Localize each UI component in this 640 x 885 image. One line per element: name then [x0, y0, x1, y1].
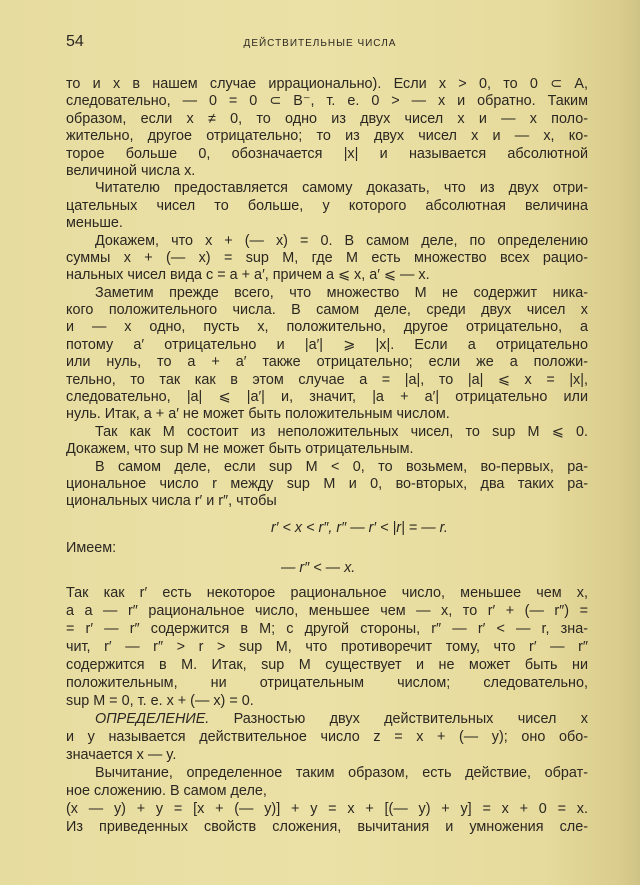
text-line: суммы x + (— x) = sup M, где M есть множество всех рацио-	[66, 249, 588, 266]
text-line: то и x в нашем случае иррационально). Если x > 0, то 0 ⊂ A,	[66, 76, 588, 92]
text-line: образом, если x ≠ 0, то одно из двух чисел x и — x поло-	[66, 110, 588, 127]
text-line: или нуль, то a + a′ также отрицательно; если же a положи-	[66, 354, 588, 371]
definition-text: Разностью двух действительных чисел x	[209, 710, 588, 727]
text-line: Докажем, что x + (— x) = 0. В самом деле, по определению	[95, 232, 588, 249]
formula-result: — r″ < — x.	[281, 559, 356, 576]
text-line: потому a′ отрицательно и |a′| ⩾ |x|. Если a отрицательно	[66, 336, 588, 353]
text-line: Докажем, что sup M не может быть отрицательным.	[66, 441, 414, 458]
text-line: положительным, ни отрицательным числом; следовательно,	[66, 674, 588, 691]
text-line: = r′ — r″ содержится в M; с другой стороны, r″ — r′ < — r, зна-	[66, 620, 588, 637]
text-line: цательных чисел то больше, у которого абсолютная величина	[66, 197, 588, 214]
text-line: тельно, то так как в этом случае a = |a|, то |a| ⩽ x = |x|,	[66, 371, 588, 388]
text-line: нальных чисел вида c = a + a′, причем a ⩽ x, a′ ⩽ — x.	[66, 267, 430, 284]
definition-line	[66, 710, 588, 728]
text-line: и y называется действительное число z = x + (— y); оно обо-	[66, 728, 588, 745]
text-line: Заметим прежде всего, что множество M не содержит ника-	[95, 284, 588, 301]
text-line: жительно, другое отрицательно; то из двух чисел x и — x, ко-	[66, 128, 588, 145]
text-line: торое больше 0, обозначается |x| и называется абсолютной	[66, 145, 588, 162]
text-line: значается x — y.	[66, 746, 177, 763]
text-line: Так как r′ есть некоторое рациональное число, меньшее чем x,	[66, 584, 588, 601]
formula-inequality: r′ < x < r″, r″ — r′ < |r| = — r.	[271, 519, 448, 536]
text-line: В самом деле, если sup M < 0, то возьмем, во-первых, ра-	[95, 458, 588, 475]
page-number: 54	[66, 33, 84, 50]
text-line: меньше.	[66, 215, 123, 232]
text-line: Читателю предоставляется самому доказать, что из двух отри-	[95, 180, 588, 197]
text-line: Так как M состоит из неположительных чисел, то sup M ⩽ 0.	[95, 423, 588, 440]
formula-line: (x — y) + y = [x + (— y)] + y = x + [(— y) + y] = x + 0 = x.	[66, 800, 588, 817]
text-line: чит, r′ — r″ > r > sup M, что противоречит тому, что r′ — r″	[66, 638, 588, 655]
text-line: циональное число r между sup M и 0, во-вторых, два таких ра-	[66, 475, 588, 492]
text-line: Из приведенных свойств сложения, вычитания и умножения сле-	[66, 818, 588, 835]
page-body	[66, 76, 588, 836]
text-line: кого положительного числа. В самом деле, среди двух чисел x	[66, 302, 588, 319]
text-line: циональных числа r′ и r″, чтобы	[66, 493, 277, 510]
text-line: следовательно, — 0 = 0 ⊂ B⁻, т. е. 0 > — x и обратно. Таким	[66, 93, 588, 110]
text-line: а a — r″ рациональное число, меньшее чем — x, то r′ + (— r″) =	[66, 602, 588, 619]
text-line: величиной числа x.	[66, 162, 196, 179]
running-title: ДЕЙСТВИТЕЛЬНЫЕ ЧИСЛА	[243, 38, 397, 49]
text-line: sup M = 0, т. е. x + (— x) = 0.	[66, 692, 254, 709]
text-line: содержится в M. Итак, sup M существует и не может быть ни	[66, 656, 588, 673]
text-line: и — x одно, пусть x, положительно, другое отрицательно, а	[66, 319, 588, 336]
text-line: следовательно, |a| ⩽ |a′| и, значит, |a + a′| отрицательно или	[66, 389, 588, 406]
formula-label: Имеем:	[66, 539, 117, 556]
text-line: Вычитание, определенное таким образом, есть действие, обрат-	[95, 764, 588, 781]
definition-label: ОПРЕДЕЛЕНИЕ.	[95, 710, 210, 727]
text-line: нуль. Итак, a + a′ не может быть положительным числом.	[66, 406, 450, 423]
text-line: ное сложению. В самом деле,	[66, 782, 267, 799]
